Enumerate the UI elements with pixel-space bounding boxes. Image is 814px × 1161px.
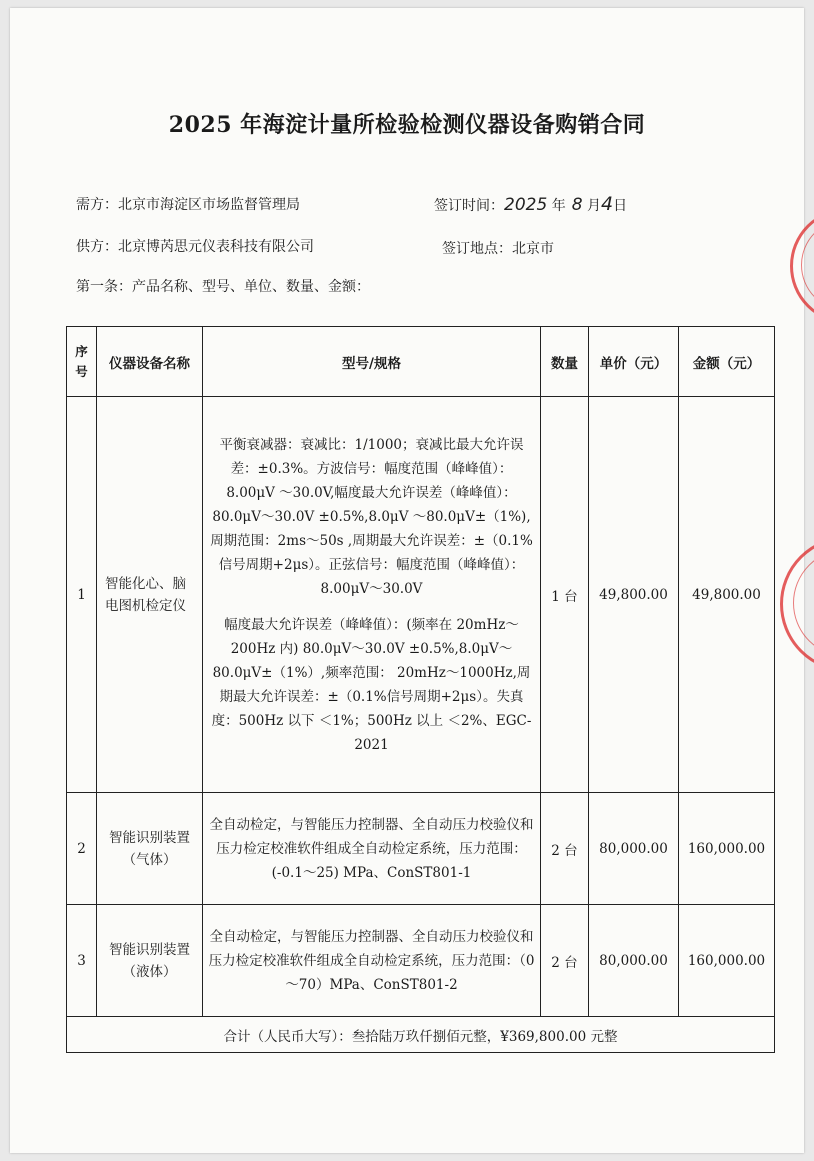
row-unit-price: 80,000.00 (589, 793, 679, 905)
sign-time (434, 193, 627, 215)
row-spec-part2: 幅度最大允许误差（峰峰值）：(频率在 20mHz～200Hz 内) 80.0μV～30.0V ±0.5%,8.0μV～80.0μV±（1%）,频率范围： 20mHz～1000Hz,周期最大允许误差：±（0.1%信号周期+2μs）。失真度：500Hz 以下 ＜1%；500Hz 以上 ＜2%、EGC-2021 (211, 616, 532, 753)
sign-year-handwritten: 2025 (504, 195, 548, 215)
buyer-label: 需方： (76, 197, 118, 213)
supplier-value: 北京博芮思元仪表科技有限公司 (118, 239, 314, 255)
row-spec: 全自动检定，与智能压力控制器、全自动压力校验仪和压力检定校准软件组成全自动检定系统，压力范围：(-0.1～25) MPa、ConST801-1 (203, 793, 541, 905)
row-name: 智能化心、脑电图机检定仪 (97, 397, 203, 793)
sign-month-handwritten: 8 (571, 195, 583, 215)
header-no: 序号 (67, 327, 97, 397)
header-qty: 数量 (541, 327, 589, 397)
table-row (67, 793, 775, 905)
red-seal-middle (780, 536, 814, 672)
sign-day-unit: 日 (613, 198, 628, 214)
sign-time-label: 签订时间： (434, 198, 504, 214)
row-amount: 49,800.00 (679, 397, 775, 793)
row-qty: 2 台 (541, 905, 589, 1017)
row-unit-price: 80,000.00 (589, 905, 679, 1017)
row-no: 3 (67, 905, 97, 1017)
sign-month-unit: 月 (587, 198, 601, 214)
product-table (66, 326, 775, 1053)
header-amount: 金额（元） (679, 327, 775, 397)
header-unit-price: 单价（元） (589, 327, 679, 397)
supplier-label: 供方： (76, 239, 118, 255)
contract-page (10, 8, 804, 1153)
row-qty: 1 台 (541, 397, 589, 793)
row-no: 1 (67, 397, 97, 793)
supplier-line (76, 236, 314, 256)
table-row (67, 905, 775, 1017)
table-header-row (67, 327, 775, 397)
row-amount: 160,000.00 (679, 793, 775, 905)
row-amount: 160,000.00 (679, 905, 775, 1017)
article-1-heading: 第一条：产品名称、型号、单位、数量、金额： (76, 279, 370, 295)
row-spec-part1: 平衡衰减器：衰减比：1/1000；衰减比最大允许误差：±0.3%。方波信号：幅度范围（峰峰值）：8.00μV ～30.0V,幅度最大允许误差（峰峰值）：80.0μV～30.0V ±0.5%,8.0μV ～80.0μV±（1%),周期范围：2ms～50s ,周期最大允许误差：±（0.1%信号周期+2μs）。正弦信号：幅度范围（峰峰值）：8.00μV～30.0V (210, 436, 533, 597)
buyer-line (76, 194, 300, 214)
total-amount: 合计（人民币大写）：叁拾陆万玖仟捌佰元整，¥369,800.00 元整 (67, 1017, 775, 1053)
sign-place-label: 签订地点： (442, 241, 512, 257)
document-title: 2025 年海淀计量所检验检测仪器设备购销合同 (168, 112, 646, 138)
buyer-value: 北京市海淀区市场监督管理局 (118, 197, 300, 213)
row-name: 智能识别装置（液体） (97, 905, 203, 1017)
row-qty: 2 台 (541, 793, 589, 905)
table-row (67, 397, 775, 793)
row-no: 2 (67, 793, 97, 905)
row-spec (203, 397, 541, 793)
sign-place-value: 北京市 (512, 241, 554, 257)
header-spec: 型号/规格 (203, 327, 541, 397)
sign-day-handwritten: 4 (601, 193, 614, 215)
table-total-row (67, 1017, 775, 1053)
sign-place (442, 238, 554, 258)
red-seal-top (790, 208, 814, 324)
sign-year-unit: 年 (551, 198, 566, 214)
row-name: 智能识别装置（气体） (97, 793, 203, 905)
header-name: 仪器设备名称 (97, 327, 203, 397)
row-spec: 全自动检定，与智能压力控制器、全自动压力校验仪和压力检定校准软件组成全自动检定系统，压力范围：（0～70）MPa、ConST801-2 (203, 905, 541, 1017)
row-unit-price: 49,800.00 (589, 397, 679, 793)
